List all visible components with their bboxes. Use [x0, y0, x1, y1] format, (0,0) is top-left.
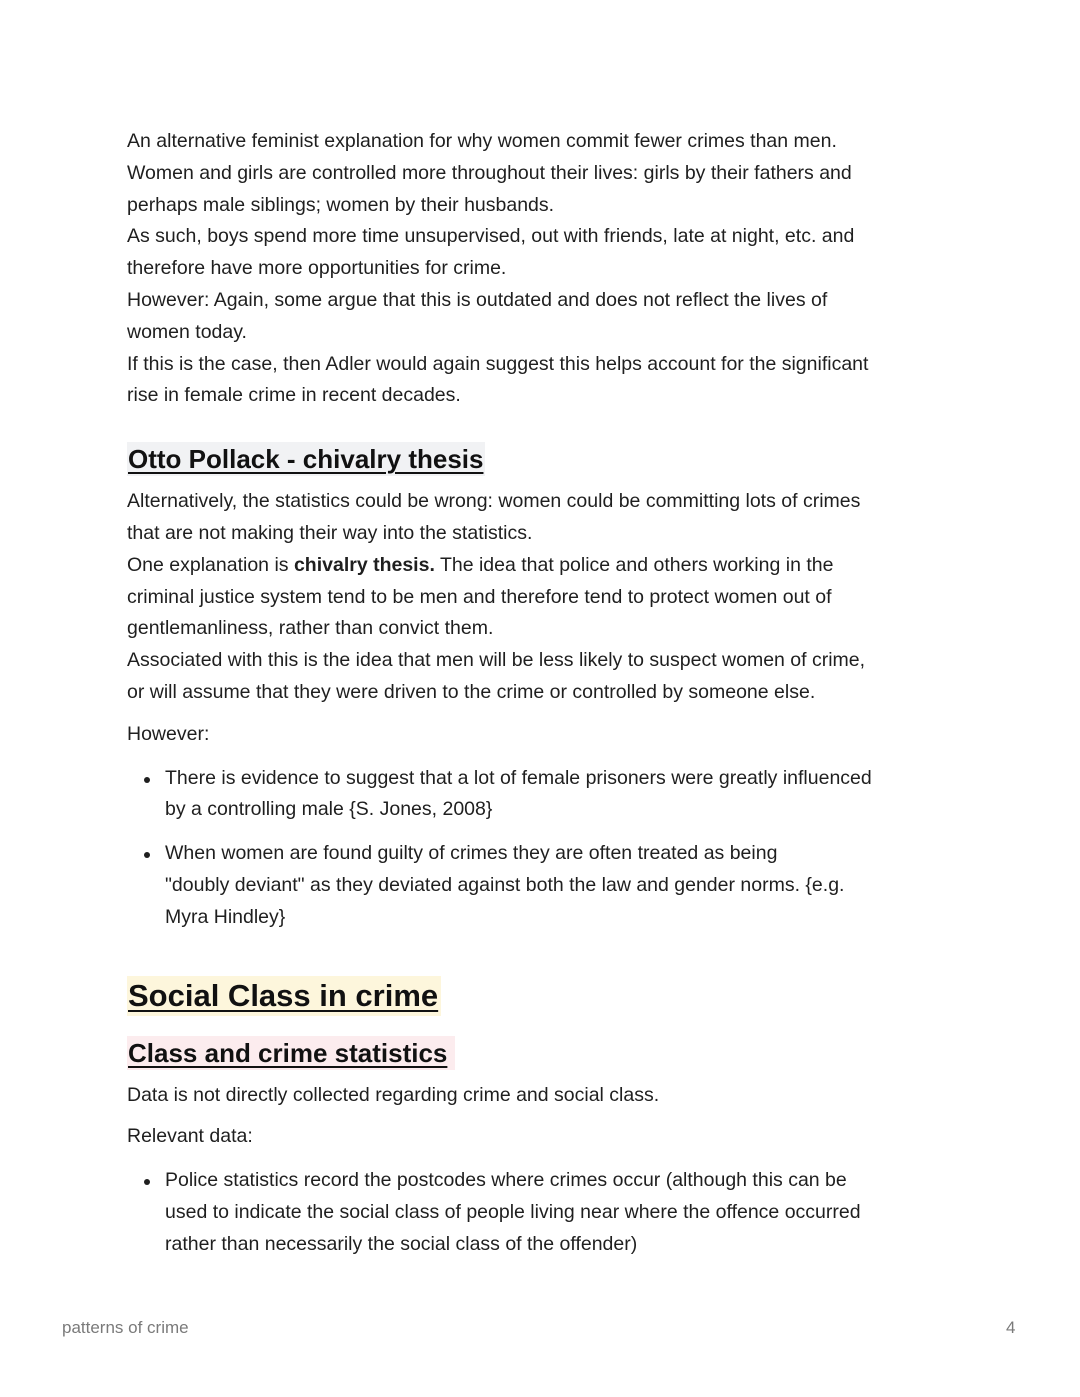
text-line: An alternative feminist explanation for why women commit fewer crimes than men.	[127, 130, 837, 152]
text-span: The idea that police and others working in the	[434, 553, 834, 576]
social-class-heading: Social Class in crime	[127, 976, 441, 1016]
text-line: by a controlling male {S. Jones, 2008}	[165, 798, 493, 821]
intro-paragraph	[127, 126, 947, 412]
text-line: used to indicate the social class of people living near where the offence occurred	[165, 1200, 861, 1223]
footer-document-title: patterns of crime	[62, 1318, 189, 1337]
text-line: therefore have more opportunities for crime.	[127, 257, 507, 280]
list-item	[165, 763, 947, 827]
text-line: Data is not directly collected regarding crime and social class.	[127, 1083, 660, 1106]
text-line: that are not making their way into the statistics.	[127, 521, 533, 544]
chivalry-thesis-term: chivalry thesis.	[293, 553, 435, 576]
text-line: Women and girls are controlled more throughout their lives: girls by their fathers and	[127, 161, 852, 184]
class-crime-statistics-heading: Class and crime statistics	[127, 1036, 455, 1070]
list-item	[165, 838, 947, 933]
document-page	[127, 126, 947, 1273]
text-line: perhaps male siblings; women by their husbands.	[127, 193, 555, 216]
pollack-heading: Otto Pollack - chivalry thesis	[128, 444, 484, 475]
pollack-bullet-list	[127, 763, 947, 934]
text-line: Myra Hindley}	[165, 905, 286, 928]
footer-page-number: 4	[1006, 1318, 1016, 1337]
list-item	[165, 1165, 947, 1260]
text-line: or will assume that they were driven to the crime or controlled by someone else.	[127, 680, 816, 703]
text-line: Associated with this is the idea that men will be less likely to suspect women of crime,	[127, 649, 866, 672]
text-line: When women are found guilty of crimes they are often treated as being	[165, 842, 778, 865]
text-line: Relevant data:	[127, 1125, 253, 1148]
text-line: criminal justice system tend to be men and therefore tend to protect women out of	[127, 585, 832, 608]
text-line: Alternatively, the statistics could be wrong: women could be committing lots of crimes	[127, 490, 861, 513]
text-line: However: Again, some argue that this is outdated and does not reflect the lives of	[127, 288, 828, 311]
text-span: One explanation is	[127, 553, 294, 576]
text-line	[127, 550, 947, 582]
text-line: rise in female crime in recent decades.	[127, 384, 461, 407]
social-bullet-list	[127, 1165, 947, 1260]
text-line: "doubly deviant" as they deviated against both the law and gender norms. {e.g.	[165, 873, 845, 896]
text-line: As such, boys spend more time unsupervised, out with friends, late at night, etc. and	[127, 225, 855, 248]
text-line: gentlemanliness, rather than convict them.	[127, 617, 494, 640]
however-label: However:	[127, 722, 210, 745]
text-line: women today.	[127, 320, 247, 343]
text-line: If this is the case, then Adler would again suggest this helps account for the significant	[127, 352, 869, 375]
pollack-paragraph	[127, 486, 947, 709]
text-line: There is evidence to suggest that a lot of female prisoners were greatly influenced	[165, 766, 872, 789]
text-line: Police statistics record the postcodes where crimes occur (although this can be	[165, 1169, 847, 1192]
text-line: rather than necessarily the social class of the offender)	[165, 1232, 638, 1255]
